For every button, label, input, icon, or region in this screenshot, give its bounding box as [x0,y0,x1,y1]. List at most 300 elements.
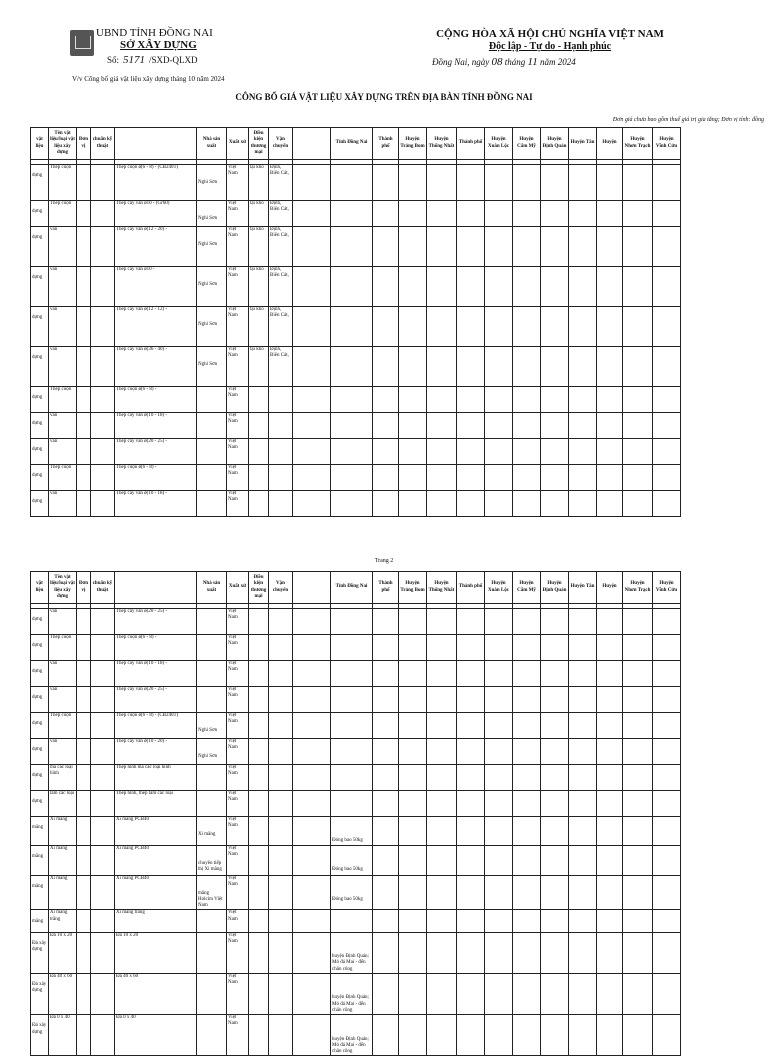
cell-name: vằn [50,739,58,744]
table-cell [373,609,399,635]
table-cell [457,267,485,307]
table-cell [623,661,653,687]
table-cell [623,609,653,635]
column-header: vật liệu [31,128,49,160]
table-cell [197,973,227,1014]
table-cell [293,635,331,661]
table-cell [91,932,115,973]
table-cell [227,227,249,267]
table-cell [197,635,227,661]
table-cell [31,307,49,347]
table-cell [91,307,115,347]
table-cell [569,267,597,307]
column-header [293,572,331,604]
column-header: Vận chuyển [269,128,293,160]
table-cell [77,932,91,973]
table-cell [597,687,623,713]
table-cell [227,165,249,201]
cell-name: vằn [50,347,58,352]
table-cell [653,227,681,267]
table-cell [91,609,115,635]
column-header: Thành phố [373,128,399,160]
table-cell [197,932,227,973]
table-cell [373,227,399,267]
column-header: Đơn vị [77,128,91,160]
column-header: Tỉnh Đồng Nai [331,572,373,604]
cell-spec: Thép cuộn ø(6 - 8) - [116,465,157,470]
table-cell [597,1015,623,1056]
table-cell [115,465,197,491]
table-cell [653,791,681,817]
cell-origin: Việt Nam [228,387,238,399]
cell-origin: Việt Nam [228,491,238,503]
table-cell [597,267,623,307]
table-cell [597,817,623,846]
cell-spec: Thép cuộn ø(6 - 8) - (CB240T) [116,165,179,170]
table-row [31,267,681,307]
ministry-logo [70,30,94,56]
table-cell [541,739,569,765]
table-row [31,635,681,661]
table-cell [115,932,197,973]
table-cell [269,932,293,973]
cell-origin: Việt Nam [228,739,238,751]
table-cell [485,439,513,465]
cell-group: măng [32,883,44,889]
table-cell [249,875,269,910]
table-cell [331,201,373,227]
table-cell [227,439,249,465]
table-cell [91,817,115,846]
table-cell [653,817,681,846]
table-cell [373,739,399,765]
date-line [432,56,576,68]
table-cell [293,817,331,846]
column-header: Xuất xứ [227,572,249,604]
table-cell [31,201,49,227]
table-cell [227,347,249,387]
column-header: Tên vật liệu/loại vật liệu xây dựng [49,572,77,604]
cell-spec: Thép cuộn ø(6 - 8) - (CB240T) [116,713,179,718]
cell-origin: Việt Nam [228,687,238,699]
cell-maker: măng Holcim Việt Nam [198,890,223,909]
column-header: Huyện [597,572,623,604]
table-cell [197,387,227,413]
table-cell [623,875,653,910]
table-cell [249,267,269,307]
table-cell [373,491,399,517]
cell-origin: Việt Nam [228,713,238,725]
table-row [31,165,681,201]
table-cell [227,465,249,491]
cell-trade: tại kho [250,201,264,206]
table-cell [115,347,197,387]
cell-name: Đá 0 x 40 [50,1015,70,1021]
cell-maker: Nghi Sơn [198,321,218,327]
column-header: Nhà sản xuất [197,572,227,604]
table-cell [115,201,197,227]
table-cell [427,845,457,875]
cell-spec: Đá 10 x 20 [116,932,139,938]
table-cell [331,817,373,846]
table-cell [49,413,77,439]
table-cell [569,201,597,227]
table-cell [77,491,91,517]
table-cell [569,973,597,1014]
table-cell [623,687,653,713]
table-cell [249,387,269,413]
cell-maker: chuyên tiếp thị Xi măng [198,860,222,872]
cell-group: dựng [32,747,43,753]
table-cell [373,713,399,739]
table-cell [227,413,249,439]
table-cell [373,765,399,791]
table-cell [293,201,331,227]
table-cell [249,1015,269,1056]
table-cell [597,661,623,687]
cell-origin: Việt Nam [228,1015,238,1027]
table-cell [513,932,541,973]
table-cell [427,765,457,791]
table-cell [427,713,457,739]
table-row [31,845,681,875]
cell-maker: Nghi Sơn [198,179,218,185]
cell-transport: Định, Biên Cát, [270,227,289,239]
table-cell [569,307,597,347]
table-cell [49,439,77,465]
table-cell [293,910,331,932]
table-cell [197,817,227,846]
table-row [31,387,681,413]
cell-name: Xi măng [50,817,68,822]
table-cell [77,347,91,387]
table-cell [31,791,49,817]
table-cell [373,307,399,347]
column-header: Đơn vị [77,572,91,604]
table-cell [569,635,597,661]
table-cell [541,307,569,347]
table-cell [91,165,115,201]
table-cell [399,1015,427,1056]
table-cell [227,817,249,846]
table-cell [653,765,681,791]
table-cell [373,875,399,910]
table-cell [541,227,569,267]
table-cell [373,1015,399,1056]
table-cell [597,347,623,387]
table-row [31,227,681,267]
table-cell [541,845,569,875]
table-cell [569,687,597,713]
table-cell [623,932,653,973]
table-cell [427,910,457,932]
table-cell [569,713,597,739]
org-name: UBND TỈNH ĐỒNG NAI [96,27,213,39]
table-cell [227,739,249,765]
table-cell [623,307,653,347]
cell-spec: Thép cây vằn ø(20 - 25) - [116,439,168,444]
table-cell [269,165,293,201]
table-cell [269,739,293,765]
cell-price: Đóng bao 50kg [332,838,363,844]
table-cell [49,845,77,875]
table-cell [227,307,249,347]
table-cell [91,845,115,875]
table-cell [269,687,293,713]
table-cell [373,201,399,227]
cell-group: dựng [32,173,43,179]
table-cell [31,491,49,517]
table-cell [623,739,653,765]
table-cell [373,791,399,817]
table-cell [457,791,485,817]
table-cell [293,687,331,713]
table-cell [197,687,227,713]
table-cell [653,973,681,1014]
page-label: Trang 2 [374,558,394,564]
cell-group: dựng [32,473,43,479]
table-cell [249,227,269,267]
cell-maker: Nghi Sơn [198,241,218,247]
table-cell [457,687,485,713]
table-cell [197,661,227,687]
table-row [31,491,681,517]
table-cell [485,973,513,1014]
table-cell [91,661,115,687]
table-cell [597,791,623,817]
column-header: Huyện Trảng Bom [399,128,427,160]
table-cell [269,875,293,910]
cell-name: vằn [50,661,58,666]
table-cell [249,791,269,817]
column-header: Huyện Tân [569,128,597,160]
table-cell [569,910,597,932]
table-cell [427,201,457,227]
table-cell [91,465,115,491]
table-cell [293,439,331,465]
table-cell [653,387,681,413]
table-row [31,932,681,973]
table-cell [91,413,115,439]
table-cell [457,1015,485,1056]
column-header [293,128,331,160]
cell-origin: Việt Nam [228,973,238,986]
table-cell [269,661,293,687]
column-header: Huyện Xuân Lộc [485,128,513,160]
cell-spec: Đá 0 x 40 [116,1015,136,1021]
table-row [31,609,681,635]
table-cell [293,491,331,517]
table-cell [331,635,373,661]
table-cell [597,413,623,439]
table-cell [399,227,427,267]
table-cell [623,817,653,846]
table-cell [427,687,457,713]
table-cell [485,465,513,491]
table-cell [653,347,681,387]
table-cell [485,267,513,307]
table-cell [399,791,427,817]
table-cell [91,439,115,465]
table-cell [457,910,485,932]
table-cell [653,201,681,227]
table-cell [49,1015,77,1056]
table-cell [115,165,197,201]
table-cell [541,609,569,635]
table-cell [623,227,653,267]
table-cell [597,609,623,635]
cell-spec: Thép cây vằn ø(12 - 20) - [116,227,168,232]
table-cell [115,973,197,1014]
cell-origin: Việt Nam [228,609,238,621]
cell-spec: Thép hình, thép tấm các loại [116,791,173,796]
subject-line: V/v Công bố giá vật liệu xây dựng tháng 10 năm 2024 [72,75,225,83]
table-cell [373,165,399,201]
cell-name: vằn [50,267,58,272]
table-cell [31,267,49,307]
table-cell [269,973,293,1014]
cell-trade: tại kho [250,165,264,170]
table-cell [653,609,681,635]
column-header: Huyện Vĩnh Cửu [653,128,681,160]
table-cell [77,1015,91,1056]
table-cell [293,845,331,875]
column-header: vật liệu [31,572,49,604]
table-cell [293,413,331,439]
table-cell [569,875,597,910]
table-row [31,875,681,910]
table-cell [399,609,427,635]
table-cell [513,227,541,267]
table-cell [77,739,91,765]
cell-name: vằn [50,609,58,614]
table-cell [197,465,227,491]
table-cell [457,491,485,517]
table-cell [373,910,399,932]
table-cell [541,1015,569,1056]
table-cell [331,910,373,932]
table-cell [49,227,77,267]
cell-group: dựng [32,643,43,649]
table-cell [227,201,249,227]
table-cell [269,635,293,661]
table-cell [623,845,653,875]
table-cell [249,661,269,687]
table-cell [115,413,197,439]
table-row [31,687,681,713]
table-cell [31,661,49,687]
table-cell [541,635,569,661]
table-cell [227,661,249,687]
cell-origin: Việt Nam [228,201,238,213]
column-header: Huyện Vĩnh Cửu [653,572,681,604]
table-cell [653,307,681,347]
table-cell [269,491,293,517]
column-header: Điều kiện thương mại [249,572,269,604]
table-cell [457,387,485,413]
table-cell [331,165,373,201]
table-cell [269,1015,293,1056]
table-cell [569,347,597,387]
column-header: Thành phố [457,128,485,160]
table-cell [569,439,597,465]
cell-trade: tại kho [250,307,264,312]
table-cell [653,910,681,932]
table-cell [399,875,427,910]
table-row [31,439,681,465]
table-cell [457,609,485,635]
table-cell [513,465,541,491]
table-cell [197,739,227,765]
table-cell [427,932,457,973]
table-cell [115,791,197,817]
cell-spec: Thép cây vằn ø(10 - 20) - [116,739,168,744]
table-cell [269,609,293,635]
table-cell [427,491,457,517]
table-cell [541,932,569,973]
table-cell [569,845,597,875]
table-cell [597,387,623,413]
cell-group: Đá xây dựng [32,940,47,953]
table-cell [541,765,569,791]
table-cell [31,635,49,661]
cell-spec: Thép cuộn ø(6 - 8) - [116,387,157,392]
table-cell [541,387,569,413]
table-cell [485,817,513,846]
table-cell [457,932,485,973]
table-cell [77,973,91,1014]
table-cell [249,817,269,846]
table-row [31,347,681,387]
table-cell [115,307,197,347]
table-cell [427,387,457,413]
table-cell [457,973,485,1014]
table-cell [569,465,597,491]
table-cell [427,227,457,267]
cell-origin: Việt Nam [228,465,238,477]
table-cell [31,387,49,413]
cell-spec: Thép cây vằn ø10 - (Gr60) [116,201,170,206]
table-cell [399,910,427,932]
table-cell [293,875,331,910]
table-cell [653,635,681,661]
table-cell [331,387,373,413]
table-cell [513,713,541,739]
table-cell [513,307,541,347]
column-header: chuẩn kỹ thuật [91,572,115,604]
table-cell [399,347,427,387]
table-cell [49,661,77,687]
table-cell [77,765,91,791]
table-cell [331,661,373,687]
table-cell [399,307,427,347]
cell-group: dựng [32,695,43,701]
table-cell [485,845,513,875]
table-cell [513,413,541,439]
table-cell [197,713,227,739]
table-cell [597,973,623,1014]
table-cell [427,1015,457,1056]
cell-group: dựng [32,209,43,215]
table-cell [197,910,227,932]
column-header: Xuất xứ [227,128,249,160]
table-header-row [31,128,681,160]
table-cell [293,791,331,817]
table-cell [31,413,49,439]
table-cell [597,307,623,347]
table-cell [541,661,569,687]
table-cell [541,201,569,227]
